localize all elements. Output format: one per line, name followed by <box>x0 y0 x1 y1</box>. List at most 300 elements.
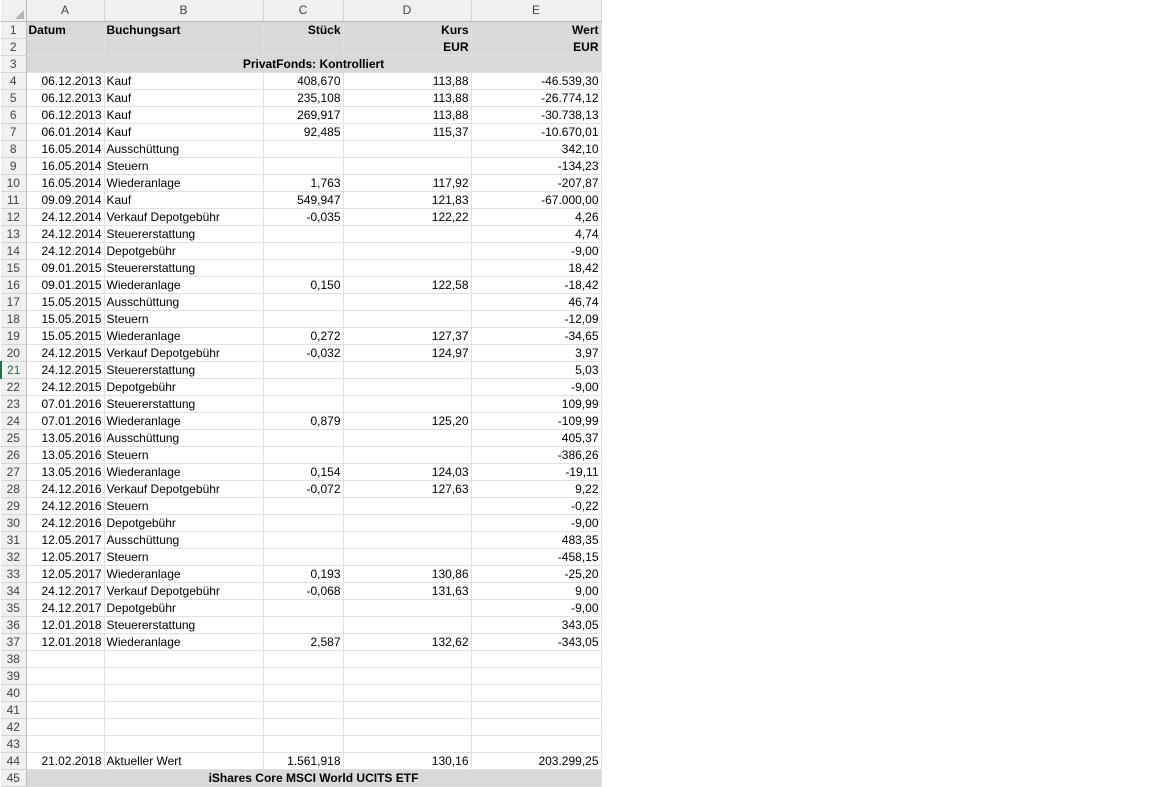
cell-wert[interactable] <box>471 684 601 701</box>
row-number[interactable]: 37 <box>1 633 26 650</box>
cell-kurs[interactable]: 127,63 <box>343 480 471 497</box>
cell-wert[interactable]: -19,11 <box>471 463 601 480</box>
table-row <box>1 650 601 667</box>
cell-datum[interactable]: 07.01.2016 <box>26 395 104 412</box>
cell-kurs[interactable] <box>343 514 471 531</box>
cell-wert[interactable]: -458,15 <box>471 548 601 565</box>
cell-buchungsart[interactable]: Kauf <box>104 89 263 106</box>
cell-stueck[interactable]: 1,763 <box>263 174 343 191</box>
cell-datum[interactable]: 12.01.2018 <box>26 633 104 650</box>
cell-wert[interactable] <box>471 667 601 684</box>
cell-buchungsart[interactable]: Verkauf Depotgebühr <box>104 344 263 361</box>
cell-datum[interactable]: 24.12.2016 <box>26 514 104 531</box>
row-number[interactable]: 41 <box>1 701 26 718</box>
cell-kurs[interactable] <box>343 497 471 514</box>
cell-stueck[interactable]: 235,108 <box>263 89 343 106</box>
cell-wert[interactable]: 9,22 <box>471 480 601 497</box>
row-number[interactable]: 3 <box>1 55 26 72</box>
cell-datum[interactable]: 13.05.2016 <box>26 446 104 463</box>
cell-stueck[interactable]: -0,068 <box>263 582 343 599</box>
row-number[interactable]: 23 <box>1 395 26 412</box>
cell-kurs[interactable] <box>343 225 471 242</box>
cell-wert[interactable]: 3,97 <box>471 344 601 361</box>
cell-kurs[interactable] <box>343 140 471 157</box>
cell-kurs[interactable] <box>343 446 471 463</box>
cell-stueck[interactable]: 0,154 <box>263 463 343 480</box>
cell-wert[interactable]: -10.670,01 <box>471 123 601 140</box>
cell-stueck[interactable] <box>263 140 343 157</box>
cell-kurs[interactable] <box>343 293 471 310</box>
row-number[interactable]: 8 <box>1 140 26 157</box>
cell-stueck[interactable] <box>263 701 343 718</box>
cell-kurs[interactable] <box>343 378 471 395</box>
table-row <box>1 412 601 429</box>
table-header-row-2 <box>1 38 601 55</box>
section-title[interactable]: iShares Core MSCI World UCITS ETF <box>26 769 601 786</box>
cell-datum[interactable]: 24.12.2014 <box>26 225 104 242</box>
cell-kurs[interactable] <box>343 548 471 565</box>
cell-wert[interactable]: -9,00 <box>471 514 601 531</box>
row-number[interactable]: 29 <box>1 497 26 514</box>
cell-buchungsart[interactable]: Wiederanlage <box>104 327 263 344</box>
cell-kurs[interactable] <box>343 684 471 701</box>
cell-buchungsart[interactable] <box>104 667 263 684</box>
cell-kurs[interactable]: 113,88 <box>343 72 471 89</box>
cell-stueck[interactable]: 549,947 <box>263 191 343 208</box>
table-row <box>1 531 601 548</box>
cell-buchungsart[interactable]: Steuererstattung <box>104 225 263 242</box>
cell-buchungsart[interactable] <box>104 735 263 752</box>
row-number[interactable]: 30 <box>1 514 26 531</box>
cell-datum[interactable]: 16.05.2014 <box>26 174 104 191</box>
cell-datum[interactable]: 06.01.2014 <box>26 123 104 140</box>
column-header-b[interactable]: B <box>104 0 263 21</box>
cell-datum[interactable]: 15.05.2015 <box>26 293 104 310</box>
row-number[interactable]: 26 <box>1 446 26 463</box>
row-number[interactable]: 18 <box>1 310 26 327</box>
row-number[interactable]: 45 <box>1 769 26 786</box>
table-row <box>1 684 601 701</box>
header-datum[interactable]: Datum <box>26 21 104 38</box>
cell-buchungsart[interactable]: Steuererstattung <box>104 616 263 633</box>
cell-buchungsart[interactable]: Steuererstattung <box>104 361 263 378</box>
row-number[interactable]: 1 <box>1 21 26 38</box>
cell-datum[interactable]: 12.05.2017 <box>26 565 104 582</box>
cell-stueck[interactable]: 0,193 <box>263 565 343 582</box>
table-row <box>1 225 601 242</box>
cell-wert[interactable]: 109,99 <box>471 395 601 412</box>
column-header-c[interactable]: C <box>263 0 343 21</box>
row-number[interactable]: 22 <box>1 378 26 395</box>
cell-buchungsart[interactable]: Wiederanlage <box>104 565 263 582</box>
cell-stueck[interactable] <box>263 378 343 395</box>
cell-kurs[interactable] <box>343 310 471 327</box>
cell-wert[interactable]: -0,22 <box>471 497 601 514</box>
cell-buchungsart[interactable]: Verkauf Depotgebühr <box>104 208 263 225</box>
cell-kurs[interactable]: 127,37 <box>343 327 471 344</box>
cell-datum[interactable]: 12.05.2017 <box>26 548 104 565</box>
table-row <box>1 106 601 123</box>
cell-stueck[interactable] <box>263 225 343 242</box>
table-row <box>1 72 601 89</box>
table-row <box>1 735 601 752</box>
cell-datum[interactable]: 15.05.2015 <box>26 310 104 327</box>
cell-datum[interactable] <box>26 718 104 735</box>
cell-datum[interactable] <box>26 650 104 667</box>
cell-stueck[interactable] <box>263 361 343 378</box>
cell-wert[interactable]: -12,09 <box>471 310 601 327</box>
cell-stueck[interactable]: 92,485 <box>263 123 343 140</box>
cell-kurs[interactable] <box>343 157 471 174</box>
cell-buchungsart[interactable]: Depotgebühr <box>104 514 263 531</box>
cell-stueck[interactable]: -0,072 <box>263 480 343 497</box>
cell-buchungsart[interactable] <box>104 650 263 667</box>
cell-datum[interactable]: 21.02.2018 <box>26 752 104 769</box>
row-number[interactable]: 6 <box>1 106 26 123</box>
row-number[interactable]: 16 <box>1 276 26 293</box>
cell-buchungsart[interactable]: Wiederanlage <box>104 276 263 293</box>
cell-buchungsart[interactable]: Verkauf Depotgebühr <box>104 480 263 497</box>
cell-buchungsart[interactable]: Depotgebühr <box>104 242 263 259</box>
cell-datum[interactable]: 07.01.2016 <box>26 412 104 429</box>
cell-wert[interactable]: 46,74 <box>471 293 601 310</box>
cell-datum[interactable]: 09.09.2014 <box>26 191 104 208</box>
table-row <box>1 89 601 106</box>
cell-stueck[interactable]: 0,272 <box>263 327 343 344</box>
cell-stueck[interactable]: -0,035 <box>263 208 343 225</box>
cell-buchungsart[interactable] <box>104 684 263 701</box>
table-row <box>1 310 601 327</box>
cell-wert[interactable]: -34,65 <box>471 327 601 344</box>
cell-kurs[interactable]: 132,62 <box>343 633 471 650</box>
cell-stueck[interactable] <box>263 242 343 259</box>
table-row <box>1 140 601 157</box>
cell-stueck[interactable]: -0,032 <box>263 344 343 361</box>
cell-buchungsart[interactable]: Steuern <box>104 548 263 565</box>
column-header-e[interactable]: E <box>471 0 601 21</box>
header-wert-unit[interactable]: EUR <box>471 38 601 55</box>
table-row <box>1 616 601 633</box>
cell-kurs[interactable] <box>343 701 471 718</box>
section-title-row <box>1 55 601 72</box>
cell-datum[interactable]: 12.01.2018 <box>26 616 104 633</box>
table-row <box>1 361 601 378</box>
cell-kurs[interactable] <box>343 531 471 548</box>
cell-wert[interactable]: 342,10 <box>471 140 601 157</box>
cell-stueck[interactable] <box>263 310 343 327</box>
cell-wert[interactable]: 343,05 <box>471 616 601 633</box>
cell-buchungsart[interactable]: Steuererstattung <box>104 395 263 412</box>
row-number[interactable]: 38 <box>1 650 26 667</box>
row-number[interactable]: 25 <box>1 429 26 446</box>
cell-kurs[interactable]: 117,92 <box>343 174 471 191</box>
cell-stueck[interactable] <box>263 667 343 684</box>
header-buchungsart[interactable]: Buchungsart <box>104 21 263 38</box>
cell-stueck[interactable]: 1.561,918 <box>263 752 343 769</box>
cell-datum[interactable]: 13.05.2016 <box>26 463 104 480</box>
cell-stueck[interactable] <box>263 684 343 701</box>
cell-wert[interactable]: 4,26 <box>471 208 601 225</box>
cell-kurs[interactable] <box>343 616 471 633</box>
cell-kurs[interactable]: 115,37 <box>343 123 471 140</box>
row-number[interactable]: 19 <box>1 327 26 344</box>
row-number[interactable]: 12 <box>1 208 26 225</box>
cell-buchungsart[interactable]: Ausschüttung <box>104 140 263 157</box>
row-number[interactable]: 27 <box>1 463 26 480</box>
cell-datum[interactable]: 13.05.2016 <box>26 429 104 446</box>
cell-kurs[interactable] <box>343 429 471 446</box>
cell-wert[interactable] <box>471 650 601 667</box>
cell-buchungsart[interactable]: Kauf <box>104 123 263 140</box>
row-number[interactable]: 10 <box>1 174 26 191</box>
cell-wert[interactable]: -25,20 <box>471 565 601 582</box>
row-number[interactable]: 13 <box>1 225 26 242</box>
cell-wert[interactable]: 5,03 <box>471 361 601 378</box>
cell-kurs[interactable] <box>343 259 471 276</box>
column-header-a[interactable]: A <box>26 0 104 21</box>
section-title[interactable]: PrivatFonds: Kontrolliert <box>26 55 601 72</box>
cell-wert[interactable]: -9,00 <box>471 242 601 259</box>
row-number[interactable]: 15 <box>1 259 26 276</box>
cell-buchungsart[interactable]: Wiederanlage <box>104 174 263 191</box>
header-wert[interactable]: Wert <box>471 21 601 38</box>
cell-stueck[interactable] <box>263 514 343 531</box>
cell-wert[interactable]: 18,42 <box>471 259 601 276</box>
cell-datum[interactable]: 24.12.2014 <box>26 208 104 225</box>
header-kurs[interactable]: Kurs <box>343 21 471 38</box>
cell-buchungsart[interactable]: Aktueller Wert <box>104 752 263 769</box>
cell-buchungsart[interactable] <box>104 718 263 735</box>
row-number[interactable]: 28 <box>1 480 26 497</box>
cell-datum[interactable]: 24.12.2017 <box>26 599 104 616</box>
table-row <box>1 497 601 514</box>
cell-kurs[interactable]: 113,88 <box>343 89 471 106</box>
cell[interactable] <box>26 38 104 55</box>
cell-kurs[interactable]: 125,20 <box>343 412 471 429</box>
row-number[interactable]: 20 <box>1 344 26 361</box>
cell-stueck[interactable] <box>263 429 343 446</box>
cell-stueck[interactable] <box>263 446 343 463</box>
cell-buchungsart[interactable]: Depotgebühr <box>104 378 263 395</box>
cell[interactable] <box>104 38 263 55</box>
table-row <box>1 344 601 361</box>
cell-wert[interactable]: -343,05 <box>471 633 601 650</box>
table-row <box>1 582 601 599</box>
cell-datum[interactable]: 24.12.2014 <box>26 242 104 259</box>
cell-stueck[interactable]: 0,150 <box>263 276 343 293</box>
cell-kurs[interactable]: 131,63 <box>343 582 471 599</box>
cell-kurs[interactable] <box>343 242 471 259</box>
cell-buchungsart[interactable]: Kauf <box>104 106 263 123</box>
cell-buchungsart[interactable]: Kauf <box>104 72 263 89</box>
table-row <box>1 242 601 259</box>
row-number[interactable]: 42 <box>1 718 26 735</box>
row-number[interactable]: 2 <box>1 38 26 55</box>
row-number[interactable]: 43 <box>1 735 26 752</box>
cell-stueck[interactable] <box>263 293 343 310</box>
cell-kurs[interactable] <box>343 735 471 752</box>
cell-datum[interactable]: 24.12.2015 <box>26 344 104 361</box>
cell-wert[interactable]: -109,99 <box>471 412 601 429</box>
cell-wert[interactable]: -134,23 <box>471 157 601 174</box>
cell-datum[interactable] <box>26 735 104 752</box>
row-number[interactable]: 34 <box>1 582 26 599</box>
cell-stueck[interactable] <box>263 531 343 548</box>
cell-buchungsart[interactable]: Ausschüttung <box>104 531 263 548</box>
cell-stueck[interactable]: 408,670 <box>263 72 343 89</box>
cell-buchungsart[interactable]: Kauf <box>104 191 263 208</box>
cell-datum[interactable]: 24.12.2015 <box>26 378 104 395</box>
cell-stueck[interactable]: 0,879 <box>263 412 343 429</box>
table-row <box>1 327 601 344</box>
row-number[interactable]: 44 <box>1 752 26 769</box>
cell-wert[interactable]: -386,26 <box>471 446 601 463</box>
cell-buchungsart[interactable]: Steuern <box>104 310 263 327</box>
cell-stueck[interactable] <box>263 718 343 735</box>
table-row <box>1 480 601 497</box>
cell-buchungsart[interactable]: Steuererstattung <box>104 259 263 276</box>
cell-stueck[interactable] <box>263 548 343 565</box>
cell-datum[interactable]: 09.01.2015 <box>26 259 104 276</box>
table-row <box>1 276 601 293</box>
cell-stueck[interactable] <box>263 157 343 174</box>
cell-datum[interactable]: 24.12.2016 <box>26 497 104 514</box>
cell-datum[interactable] <box>26 701 104 718</box>
cell-wert[interactable]: -9,00 <box>471 599 601 616</box>
cell-datum[interactable]: 16.05.2014 <box>26 157 104 174</box>
table-row <box>1 123 601 140</box>
cell-wert[interactable]: -207,87 <box>471 174 601 191</box>
cell-wert[interactable]: -18,42 <box>471 276 601 293</box>
cell-datum[interactable]: 24.12.2016 <box>26 480 104 497</box>
header-stueck[interactable]: Stück <box>263 21 343 38</box>
table-row <box>1 667 601 684</box>
row-number[interactable]: 36 <box>1 616 26 633</box>
cell-stueck[interactable] <box>263 497 343 514</box>
table-row <box>1 752 601 769</box>
cell-kurs[interactable] <box>343 667 471 684</box>
cell-kurs[interactable]: 130,16 <box>343 752 471 769</box>
cell-kurs[interactable] <box>343 361 471 378</box>
cell-kurs[interactable]: 124,97 <box>343 344 471 361</box>
cell-kurs[interactable] <box>343 650 471 667</box>
row-number[interactable]: 17 <box>1 293 26 310</box>
cell-wert[interactable]: -9,00 <box>471 378 601 395</box>
cell-wert[interactable]: 9,00 <box>471 582 601 599</box>
cell-buchungsart[interactable]: Wiederanlage <box>104 412 263 429</box>
cell[interactable] <box>263 38 343 55</box>
column-header-d[interactable]: D <box>343 0 471 21</box>
cell-datum[interactable]: 06.12.2013 <box>26 106 104 123</box>
row-number[interactable]: 14 <box>1 242 26 259</box>
cell-wert[interactable] <box>471 735 601 752</box>
cell-buchungsart[interactable]: Steuern <box>104 157 263 174</box>
row-number[interactable]: 4 <box>1 72 26 89</box>
cell-wert[interactable]: -30.738,13 <box>471 106 601 123</box>
table-row <box>1 259 601 276</box>
cell-kurs[interactable]: 113,88 <box>343 106 471 123</box>
header-kurs-unit[interactable]: EUR <box>343 38 471 55</box>
cell-wert[interactable]: 203.299,25 <box>471 752 601 769</box>
cell-stueck[interactable]: 2,587 <box>263 633 343 650</box>
select-all-corner[interactable] <box>1 0 26 21</box>
cell-kurs[interactable] <box>343 599 471 616</box>
table-row <box>1 599 601 616</box>
cell-stueck[interactable]: 269,917 <box>263 106 343 123</box>
table-row <box>1 548 601 565</box>
cell-datum[interactable]: 06.12.2013 <box>26 72 104 89</box>
row-number[interactable]: 40 <box>1 684 26 701</box>
cell-datum[interactable]: 15.05.2015 <box>26 327 104 344</box>
cell-datum[interactable] <box>26 684 104 701</box>
cell-buchungsart[interactable]: Ausschüttung <box>104 429 263 446</box>
cell-kurs[interactable]: 122,22 <box>343 208 471 225</box>
cell-kurs[interactable] <box>343 395 471 412</box>
cell-datum[interactable]: 09.01.2015 <box>26 276 104 293</box>
cell-stueck[interactable] <box>263 735 343 752</box>
cell-wert[interactable]: -46.539,30 <box>471 72 601 89</box>
cell-datum[interactable]: 12.05.2017 <box>26 531 104 548</box>
cell-datum[interactable]: 24.12.2015 <box>26 361 104 378</box>
row-number[interactable]: 21 <box>1 361 26 378</box>
cell-datum[interactable]: 16.05.2014 <box>26 140 104 157</box>
cell-buchungsart[interactable]: Depotgebühr <box>104 599 263 616</box>
cell-wert[interactable]: 483,35 <box>471 531 601 548</box>
cell-wert[interactable]: 4,74 <box>471 225 601 242</box>
cell-buchungsart[interactable]: Steuern <box>104 497 263 514</box>
row-number[interactable]: 5 <box>1 89 26 106</box>
row-number[interactable]: 24 <box>1 412 26 429</box>
row-number[interactable]: 7 <box>1 123 26 140</box>
row-number[interactable]: 31 <box>1 531 26 548</box>
cell-datum[interactable]: 06.12.2013 <box>26 89 104 106</box>
cell-stueck[interactable] <box>263 616 343 633</box>
row-number[interactable]: 32 <box>1 548 26 565</box>
row-number[interactable]: 35 <box>1 599 26 616</box>
row-number[interactable]: 9 <box>1 157 26 174</box>
row-number[interactable]: 39 <box>1 667 26 684</box>
row-number[interactable]: 11 <box>1 191 26 208</box>
cell-buchungsart[interactable]: Verkauf Depotgebühr <box>104 582 263 599</box>
cell-datum[interactable] <box>26 667 104 684</box>
cell-stueck[interactable] <box>263 259 343 276</box>
cell-buchungsart[interactable]: Wiederanlage <box>104 633 263 650</box>
cell-stueck[interactable] <box>263 599 343 616</box>
cell-buchungsart[interactable] <box>104 701 263 718</box>
cell-stueck[interactable] <box>263 650 343 667</box>
cell-buchungsart[interactable]: Steuern <box>104 446 263 463</box>
cell-kurs[interactable] <box>343 718 471 735</box>
cell-stueck[interactable] <box>263 395 343 412</box>
row-number[interactable]: 33 <box>1 565 26 582</box>
cell-buchungsart[interactable]: Ausschüttung <box>104 293 263 310</box>
cell-buchungsart[interactable]: Wiederanlage <box>104 463 263 480</box>
cell-kurs[interactable]: 124,03 <box>343 463 471 480</box>
cell-wert[interactable] <box>471 701 601 718</box>
table-row <box>1 701 601 718</box>
cell-wert[interactable]: -26.774,12 <box>471 89 601 106</box>
cell-wert[interactable]: 405,37 <box>471 429 601 446</box>
cell-kurs[interactable]: 130,86 <box>343 565 471 582</box>
cell-kurs[interactable]: 122,58 <box>343 276 471 293</box>
cell-datum[interactable]: 24.12.2017 <box>26 582 104 599</box>
table-row <box>1 429 601 446</box>
cell-wert[interactable] <box>471 718 601 735</box>
select-all-triangle-icon <box>15 10 24 19</box>
table-row <box>1 565 601 582</box>
cell-kurs[interactable]: 121,83 <box>343 191 471 208</box>
cell-wert[interactable]: -67.000,00 <box>471 191 601 208</box>
